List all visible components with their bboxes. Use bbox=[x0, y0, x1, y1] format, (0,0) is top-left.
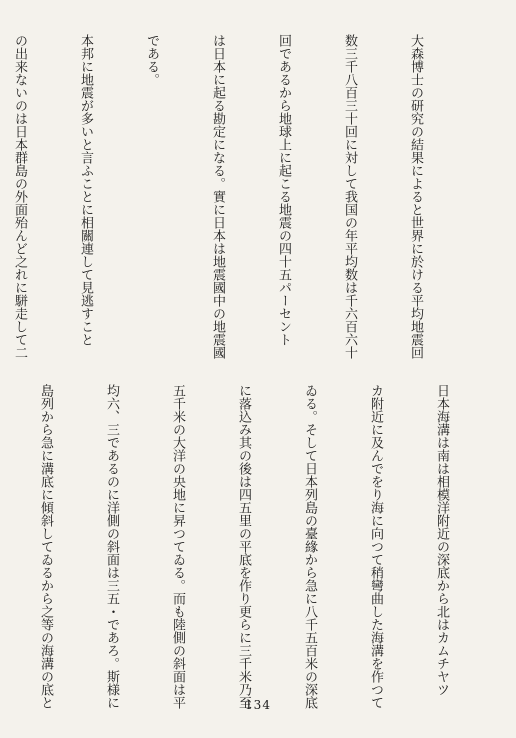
text-column: 本邦に地震が多いと言ふことに相關連して見逃すこと bbox=[78, 34, 93, 346]
text-column: 日本海溝は南は相模洋附近の深底から北はカムチヤツ bbox=[434, 384, 449, 696]
text-column: 大森博士の研究の結果によると世界に於ける平均地震回 bbox=[408, 34, 423, 359]
text-column: である。 bbox=[144, 34, 159, 86]
text-column: に落込み其の後は四五里の平底を作り更らに三千米乃至 bbox=[236, 384, 251, 709]
text-column: ゐる。そして日本列島の臺緣から急に八千五百米の深底 bbox=[302, 384, 317, 709]
text-column: 回であるから地球上に起こる地震の四十五パーセント bbox=[276, 34, 291, 346]
text-column: の出来ないのは日本群島の外面殆んど之れに駢走して二 bbox=[12, 34, 27, 359]
text-column: 数三千八百三十回に対して我国の年平均数は千六百六十 bbox=[342, 34, 357, 359]
text-column: 島列から急に溝底に傾斜してゐるから之等の海溝の底と bbox=[38, 384, 53, 709]
text-column: 五千米の大洋の央地に昇つてゐる。而も陸側の斜面は平 bbox=[170, 384, 185, 709]
text-column: は日本に起る勘定になる。實に日本は地震國中の地震國 bbox=[210, 34, 225, 359]
text-block-top bbox=[12, 34, 470, 359]
text-column: カ附近に及んでをり海に向つて稍彎曲した海溝を作つて bbox=[368, 384, 383, 709]
page-number: 134 bbox=[245, 698, 271, 712]
text-column: 均六、三であるのに洋側の斜面は三五・であろ。斯様に bbox=[104, 384, 119, 709]
